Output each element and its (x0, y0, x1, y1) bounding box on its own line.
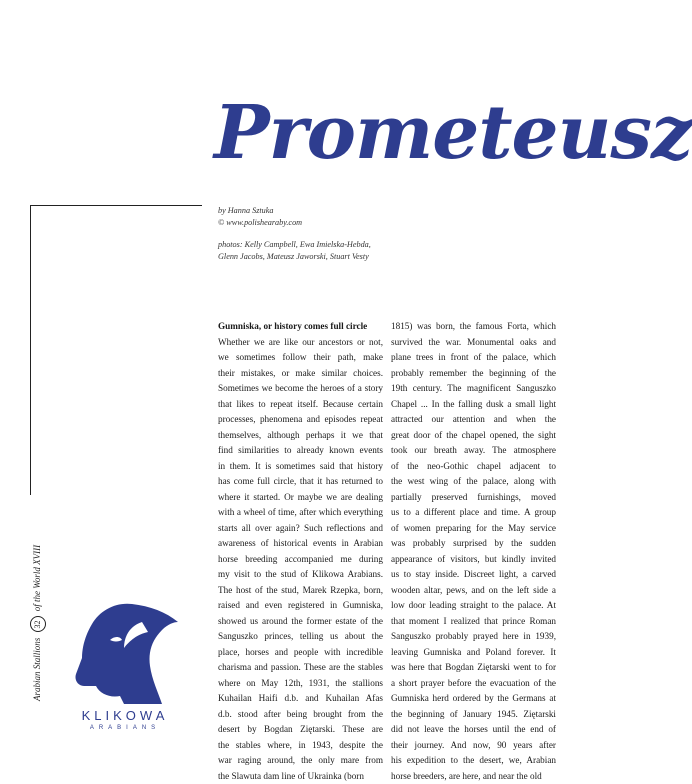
corner-rule-horizontal (30, 205, 202, 206)
body-text-line: The host of the stud, Marek Rzepka, born, (218, 583, 383, 599)
site-credit: © www.polishearaby.com (218, 217, 418, 229)
article-title: Prometeusz (214, 78, 584, 188)
body-text-line: where it started. Or maybe we are dealing (218, 490, 383, 506)
body-text-line: raised and even registered in Gumniska, (218, 598, 383, 614)
body-text-line: my visit to the stud of Klikowa Arabians. (218, 567, 383, 583)
body-text-line: a short prayer before the evacuation of the (391, 676, 556, 692)
body-column-left (218, 319, 383, 784)
body-text-line: 19th century. The magnificent Sanguszko (391, 381, 556, 397)
body-text-line: was probably surprised by the sudden (391, 536, 556, 552)
logo-wordmark: KLIKOWA (70, 708, 180, 723)
body-text-line: horse breeders, are here, and near the old (391, 769, 556, 784)
body-text-line: with a wheel of time, after which everything (218, 505, 383, 521)
body-text-line: horse breeding accompanied me during (218, 552, 383, 568)
body-text-line: their mistakes, or make similar choices. (218, 366, 383, 382)
body-text-line: of women preparing for the May service (391, 521, 556, 537)
body-text-line: appearance of visitors, but kindly invited (391, 552, 556, 568)
volume-number: XVIII (32, 545, 42, 565)
page-number: 32 (30, 616, 46, 632)
body-text-line: Kuhailan Haifi d.b. and Kuhailan Afas (218, 691, 383, 707)
body-text-line: charisma and passion. These are the stables (218, 660, 383, 676)
body-text-line: low door leading straight to the palace. At (391, 598, 556, 614)
body-text-line: of the neo-Gothic chapel adjacent to (391, 459, 556, 475)
body-text-line: Whether we are like our ancestors or not, (218, 335, 383, 351)
body-text-line: war raging around, the only mare from (218, 753, 383, 769)
photo-credit-line: Glenn Jacobs, Mateusz Jaworski, Stuart Vesty (218, 251, 418, 263)
body-text-line: the Slawuta dam line of Ukrainka (born (218, 769, 383, 784)
article-credits (218, 205, 418, 262)
body-text-line: wooden altar, pews, and on the left side a (391, 583, 556, 599)
body-text-line: leaving Gumniska and Poland forever. It (391, 645, 556, 661)
body-text-line: where on May 12th, 1931, the stallions (218, 676, 383, 692)
body-text-line: did not leave the horses until the end of (391, 722, 556, 738)
body-text-line: has come full circle, that it has returned to (218, 474, 383, 490)
body-text-line: starts all over again? Such reflections and (218, 521, 383, 537)
body-text-line: took our breath away. The atmosphere (391, 443, 556, 459)
body-text-line: processes, phenomena and episodes repeat (218, 412, 383, 428)
body-text-line: d.b. stood after being brought from the (218, 707, 383, 723)
body-text-line: place, horses and people with incredible (218, 645, 383, 661)
running-footer (30, 545, 46, 701)
body-text-line: his expedition to the desert, we, Arabian (391, 753, 556, 769)
body-text-line: us to a different place and time. A group (391, 505, 556, 521)
body-text-line: us to stay inside. Discreet light, a carved (391, 567, 556, 583)
body-text-line: was here that Bogdan Ziętarski went to for (391, 660, 556, 676)
body-text-line: probably remember the beginning of the (391, 366, 556, 382)
body-text-line: plane trees in front of the palace, which (391, 350, 556, 366)
body-text-line: their journey. And now, 90 years after (391, 738, 556, 754)
body-text-line: survived the war. Monumental oaks and (391, 335, 556, 351)
body-text-line: find similarities to already known events (218, 443, 383, 459)
body-text-line: awareness of historical events in Arabian (218, 536, 383, 552)
body-text-line: attracted our attention and when the (391, 412, 556, 428)
corner-rule-vertical (30, 205, 31, 495)
body-text-line: desert by Bogdan Ziętarski. These are (218, 722, 383, 738)
logo-subtitle: ARABIANS (70, 725, 180, 731)
body-text-line: the stables where, in 1943, despite the (218, 738, 383, 754)
body-text-line: we sometimes follow their path, make (218, 350, 383, 366)
body-text-line: Sanguszko probably prayed here in 1939, (391, 629, 556, 645)
body-text-line: Chapel ... In the falling dusk a small light (391, 397, 556, 413)
body-text-line: showed us around the former estate of the (218, 614, 383, 630)
body-text-line: partially preserved furnishings, moved (391, 490, 556, 506)
body-column-right (391, 319, 556, 784)
body-text-line: that likes to repeat itself. Because certain (218, 397, 383, 413)
body-text-line: great door of the chapel opened, the sight (391, 428, 556, 444)
body-text-line: Gumniska herd ordered by the Germans at (391, 691, 556, 707)
magazine-name: Arabian Stallions (32, 638, 42, 701)
body-text-line: in them. It is sometimes said that history (218, 459, 383, 475)
photo-credit-line: photos: Kelly Campbell, Ewa Imielska-Hebda, (218, 239, 418, 251)
byline: by Hanna Sztuka (218, 205, 418, 217)
body-text-line: Sanguszko princes, telling us about the (218, 629, 383, 645)
body-text-line: that moment I realized that prince Roman (391, 614, 556, 630)
body-text-line: the west wing of the palace, along with (391, 474, 556, 490)
section-heading: Gumniska, or history comes full circle (218, 319, 383, 335)
body-text-line: Sometimes we become the heroes of a story (218, 381, 383, 397)
body-text-line: the beginning of January 1945. Ziętarski (391, 707, 556, 723)
body-text-line: 1815) was born, the famous Forta, which (391, 319, 556, 335)
magazine-subtitle: of the World (32, 567, 42, 611)
body-text-line: themselves, although perhaps it we that (218, 428, 383, 444)
